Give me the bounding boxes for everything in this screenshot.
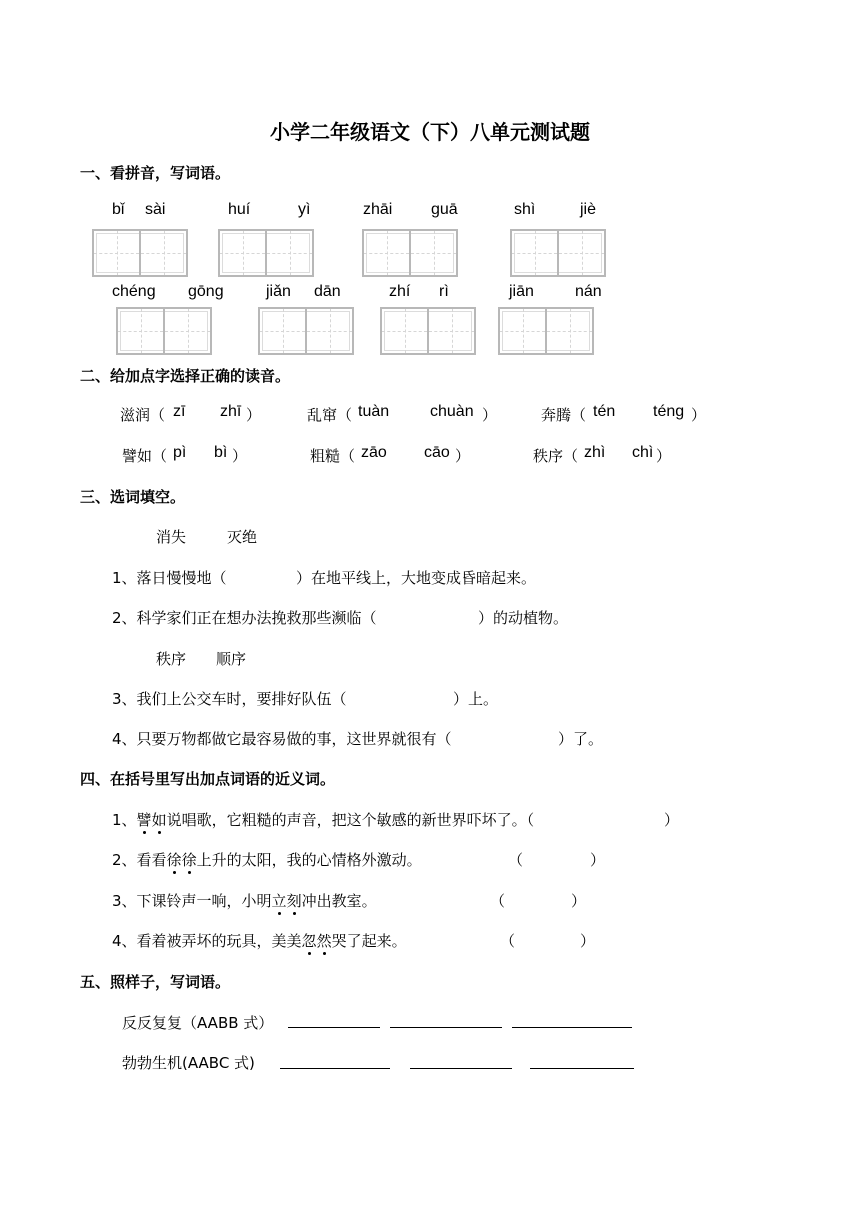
- word-choice: 灭绝: [227, 528, 258, 546]
- question-1-end: ）在地平线上，大地变成昏暗起来。: [296, 569, 537, 587]
- bracket: （: [490, 892, 506, 910]
- pinyin: bǐ: [112, 201, 125, 218]
- example-word: 反反复复（AABB 式）: [122, 1014, 274, 1032]
- reading-option[interactable]: bì: [214, 444, 228, 461]
- emphasized-char: 如: [151, 811, 167, 829]
- reading-option[interactable]: chuàn: [430, 403, 474, 420]
- answer-line[interactable]: [530, 1068, 634, 1069]
- emphasized-char: 然: [316, 932, 332, 950]
- pinyin: zhí: [389, 283, 411, 300]
- question-4-end: ）了。: [558, 730, 604, 748]
- writing-box[interactable]: [362, 229, 458, 277]
- reading-option[interactable]: téng: [653, 403, 685, 420]
- word-choice: 消失: [156, 528, 187, 546]
- bracket: ）: [455, 447, 471, 465]
- example-word: 勃勃生机(AABC 式): [122, 1054, 255, 1072]
- word-choice: 顺序: [216, 650, 247, 668]
- bracket: ）: [482, 406, 498, 424]
- word-choice: 秩序: [156, 650, 187, 668]
- answer-line[interactable]: [280, 1068, 390, 1069]
- pinyin: guā: [431, 201, 458, 218]
- question-1: 1、譬如说唱歌，它粗糙的声音，把这个敏感的新世界吓坏了。（: [112, 811, 535, 829]
- bracket: ）: [232, 447, 248, 465]
- bracket: （: [500, 932, 516, 950]
- reading-option[interactable]: zāo: [361, 444, 387, 461]
- reading-option[interactable]: tén: [593, 403, 616, 420]
- question-3: 3、下课铃声一响，小明立刻冲出教室。: [112, 892, 377, 910]
- pinyin: shì: [514, 201, 536, 218]
- emphasized-char: 徐: [166, 851, 182, 869]
- pinyin: chéng: [112, 283, 156, 300]
- bracket: ）: [656, 447, 672, 465]
- pinyin: huí: [228, 201, 251, 218]
- section-4-heading: 四、在括号里写出加点词语的近义词。: [80, 770, 336, 788]
- answer-line[interactable]: [390, 1027, 502, 1028]
- question-4: 4、看着被弄坏的玩具，美美忽然哭了起来。: [112, 932, 407, 950]
- bracket: ）: [664, 811, 680, 829]
- reading-option[interactable]: zī: [173, 403, 186, 420]
- bracket: ）: [590, 851, 606, 869]
- pinyin: yì: [298, 201, 311, 218]
- pinyin: sài: [145, 201, 166, 218]
- page-title: 小学二年级语文（下）八单元测试题: [270, 120, 590, 144]
- bracket: ）: [246, 406, 262, 424]
- writing-box[interactable]: [380, 307, 476, 355]
- writing-box[interactable]: [92, 229, 188, 277]
- emphasized-char: 徐: [181, 851, 197, 869]
- reading-option[interactable]: chì: [632, 444, 654, 461]
- pinyin: nán: [575, 283, 602, 300]
- pinyin: zhāi: [363, 201, 393, 218]
- bracket: ）: [691, 406, 707, 424]
- pinyin: jiǎn: [266, 283, 291, 300]
- question-2-end: ）的动植物。: [478, 609, 569, 627]
- writing-box[interactable]: [258, 307, 354, 355]
- writing-box[interactable]: [116, 307, 212, 355]
- word: 乱窜（: [307, 406, 353, 424]
- question-3-start: 3、我们上公交车时，要排好队伍（: [112, 690, 347, 708]
- bracket: ）: [571, 892, 587, 910]
- reading-option[interactable]: cāo: [424, 444, 450, 461]
- question-1-start: 1、落日慢慢地（: [112, 569, 227, 587]
- pinyin: jiè: [580, 201, 597, 218]
- bracket: ）: [580, 932, 596, 950]
- question-4-start: 4、只要万物都做它最容易做的事，这世界就很有（: [112, 730, 452, 748]
- question-2-start: 2、科学家们正在想办法挽救那些濒临（: [112, 609, 377, 627]
- emphasized-char: 立: [271, 892, 287, 910]
- section-2-heading: 二、给加点字选择正确的读音。: [80, 367, 291, 385]
- writing-box[interactable]: [498, 307, 594, 355]
- pinyin: gōng: [188, 283, 224, 300]
- question-2: 2、看看徐徐上升的太阳，我的心情格外激动。: [112, 851, 422, 869]
- word: 粗糙（: [310, 447, 356, 465]
- answer-line[interactable]: [410, 1068, 512, 1069]
- writing-box[interactable]: [510, 229, 606, 277]
- section-3-heading: 三、选词填空。: [80, 488, 186, 506]
- bracket: （: [508, 851, 524, 869]
- emphasized-char: 忽: [301, 932, 317, 950]
- emphasized-char: 譬: [136, 811, 152, 829]
- reading-option[interactable]: tuàn: [358, 403, 390, 420]
- word: 奔腾（: [541, 406, 587, 424]
- pinyin: rì: [439, 283, 449, 300]
- pinyin: jiān: [509, 283, 534, 300]
- word: 譬如（: [122, 447, 168, 465]
- emphasized-char: 刻: [286, 892, 302, 910]
- answer-line[interactable]: [288, 1027, 380, 1028]
- question-3-end: ）上。: [453, 690, 499, 708]
- reading-option[interactable]: zhì: [584, 444, 606, 461]
- answer-line[interactable]: [512, 1027, 632, 1028]
- word: 滋润（: [120, 406, 166, 424]
- pinyin: dān: [314, 283, 341, 300]
- reading-option[interactable]: pì: [173, 444, 187, 461]
- writing-box[interactable]: [218, 229, 314, 277]
- word: 秩序（: [533, 447, 579, 465]
- reading-option[interactable]: zhī: [220, 403, 242, 420]
- section-5-heading: 五、照样子，写词语。: [80, 973, 231, 991]
- section-1-heading: 一、看拼音，写词语。: [80, 164, 231, 182]
